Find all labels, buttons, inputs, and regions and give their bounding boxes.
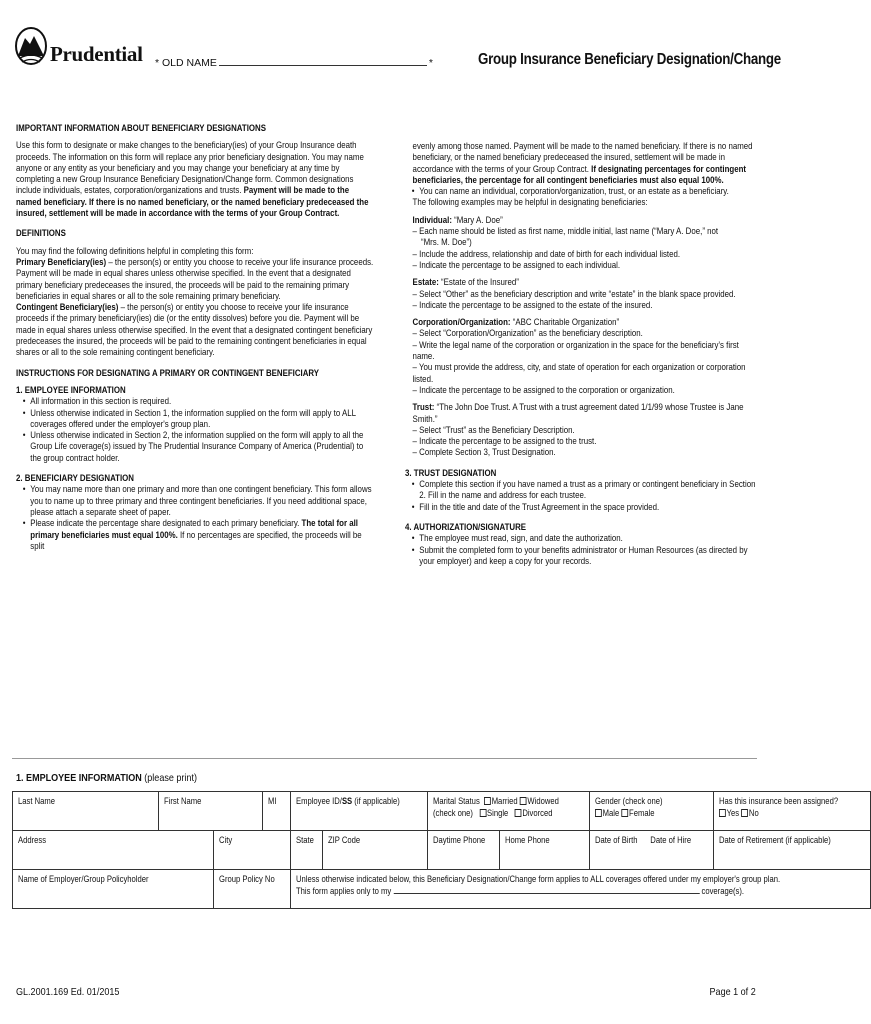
marital-status-field bbox=[427, 792, 589, 831]
trust-designation-heading: 3. TRUST DESIGNATION bbox=[405, 466, 497, 478]
estate-term: Estate: bbox=[412, 276, 439, 288]
assigned-label: Has this insurance been assigned? bbox=[719, 796, 839, 806]
examples-intro: The following examples may be helpful in designating beneficiaries: bbox=[412, 196, 648, 208]
page-title: Group Insurance Beneficiary Designation/Change bbox=[478, 51, 781, 68]
widowed-checkbox[interactable] bbox=[519, 797, 526, 805]
birth-hire-field[interactable] bbox=[590, 831, 714, 870]
right-column bbox=[405, 140, 823, 566]
mi-label: MI bbox=[267, 796, 277, 806]
corporation-line: – Indicate the percentage to be assigned to the corporation or organization. bbox=[412, 383, 675, 395]
primary-definition bbox=[16, 256, 376, 301]
employee-id-note: (if applicable) bbox=[351, 796, 400, 806]
city-field[interactable] bbox=[214, 831, 291, 870]
employee-id-field[interactable] bbox=[290, 792, 427, 831]
contingent-definition bbox=[16, 301, 376, 357]
individual-line: – Each name should be listed as first name, middle initial, last name (“Mary A. Doe,” not bbox=[412, 225, 719, 237]
primary-term: Primary Beneficiary(ies) bbox=[16, 255, 107, 267]
marital-label: Marital Status bbox=[432, 796, 480, 806]
individual-term: Individual: bbox=[412, 213, 452, 225]
brand-name: Prudential bbox=[50, 42, 143, 66]
divorced-checkbox[interactable] bbox=[514, 809, 521, 817]
yes-checkbox[interactable] bbox=[719, 809, 726, 817]
widowed-label: Widowed bbox=[526, 796, 559, 806]
prudential-logo bbox=[14, 26, 144, 72]
first-name-field[interactable] bbox=[159, 792, 263, 831]
individual-value: “Mary A. Doe” bbox=[451, 213, 503, 225]
employee-info-section-title bbox=[16, 772, 197, 784]
trust-line: – Select “Trust” as the Beneficiary Description. bbox=[412, 423, 575, 435]
employee-id-label: Employee ID/SS (if applicable) bbox=[295, 796, 400, 806]
zip-label: ZIP Code bbox=[327, 835, 360, 845]
address-field[interactable] bbox=[13, 831, 214, 870]
coverage-scope-field bbox=[290, 870, 871, 909]
section-title: 1. EMPLOYEE INFORMATION bbox=[16, 772, 142, 784]
ben-bullet-text: If no percentages are specified, the proceeds will be split bbox=[30, 528, 362, 551]
birth-hire-labels bbox=[595, 834, 691, 846]
section-divider bbox=[12, 758, 757, 759]
state-field[interactable] bbox=[290, 831, 322, 870]
corporation-line: – Select “Corporation/Organization” as the beneficiary description. bbox=[412, 327, 643, 339]
auth-bullet: • The employee must read, sign, and date the authorization. bbox=[405, 532, 756, 543]
trust-bullet: • Fill in the title and date of the Trust Agreement in the space provided. bbox=[405, 501, 756, 512]
corporation-line: – You must provide the address, city, and state of operation for each organization or corporation listed. bbox=[412, 361, 746, 384]
policy-number-label: Group Policy No bbox=[219, 874, 275, 884]
retirement-date-field[interactable] bbox=[714, 831, 871, 870]
trust-value: “The John Doe Trust. A Trust with a trust agreement dated 1/1/99 whose Trustee is Jane Smith.” bbox=[412, 401, 744, 424]
assigned-field bbox=[714, 792, 871, 831]
female-checkbox[interactable] bbox=[621, 809, 628, 817]
check-one-label: (check one) bbox=[432, 808, 473, 818]
applies-all-text: Unless otherwise indicated below, this Beneficiary Designation/Change form applies to ALL coverages offered under my employer's group plan. bbox=[295, 874, 780, 884]
contingent-term: Contingent Beneficiary(ies) bbox=[16, 301, 119, 313]
old-name-field bbox=[155, 56, 433, 69]
old-name-label: * OLD NAME bbox=[155, 57, 217, 69]
gender-label: Gender (check one) bbox=[595, 796, 663, 806]
dob-label: Date of Birth bbox=[595, 835, 638, 845]
trust-term: Trust: bbox=[412, 401, 435, 413]
employee-id-text: Employee ID bbox=[295, 796, 340, 806]
city-label: City bbox=[219, 835, 233, 845]
important-paragraph bbox=[16, 139, 376, 218]
important-bold: Payment will be made to the named beneficiary. If there is no named beneficiary, or the named beneficiary predeceased the insured, settlement will be made in accordance with the terms of your Group Contract. bbox=[16, 184, 369, 219]
continuation-paragraph bbox=[405, 140, 756, 185]
home-phone-field[interactable] bbox=[500, 831, 590, 870]
name-bullet: • You can name an individual, corporation/organization, trust, or an estate as a beneficiary. bbox=[405, 185, 756, 196]
mi-field[interactable] bbox=[262, 792, 290, 831]
marital-status-group bbox=[433, 795, 562, 819]
divorced-label: Divorced bbox=[521, 808, 553, 818]
corporation-term: Corporation/Organization: bbox=[412, 316, 511, 328]
important-heading: IMPORTANT INFORMATION ABOUT BENEFICIARY DESIGNATIONS bbox=[16, 122, 266, 133]
emp-bullet: • All information in this section is required. bbox=[16, 395, 376, 406]
policy-number-field[interactable] bbox=[214, 870, 291, 909]
trust-line: – Complete Section 3, Trust Designation. bbox=[412, 446, 556, 458]
employee-info-heading: 1. EMPLOYEE INFORMATION bbox=[16, 383, 126, 395]
doh-label: Date of Hire bbox=[650, 835, 692, 845]
individual-line: – Include the address, relationship and date of birth for each individual listed. bbox=[412, 247, 681, 259]
married-label: Married bbox=[491, 796, 518, 806]
ben-bullet: • You may name more than one primary and more than one contingent beneficiary. This form allows you to name up to three primary and three contingent beneficiaries. If you need additional space, please attach a separate sheet of paper. bbox=[16, 483, 376, 517]
male-label: Male bbox=[602, 808, 620, 818]
left-column bbox=[16, 122, 444, 551]
coverage-scope-text bbox=[296, 873, 780, 897]
no-label: No bbox=[749, 808, 759, 818]
gender-group bbox=[595, 795, 691, 819]
no-checkbox[interactable] bbox=[741, 809, 748, 817]
form-number: GL.2001.169 Ed. 01/2015 bbox=[16, 986, 120, 998]
yes-label: Yes bbox=[726, 808, 740, 818]
individual-line: – Indicate the percentage to be assigned to each individual. bbox=[412, 258, 621, 270]
applies-only-text: This form applies only to my bbox=[295, 886, 391, 896]
ben-bullet bbox=[16, 517, 376, 551]
contingent-body: – the person(s) or entity you choose to receive your life insurance proceeds if the primary beneficiary(ies) die (or the entity dissolves) before you die. Payment will be made in equal shares unless otherwise specified. In the event that a designated contingent beneficiary predeceases the insured, the proceeds will be paid to the remaining contingent beneficiaries in equal shares or all to the sole remaining contingent beneficiary. bbox=[16, 301, 373, 358]
trust-bullet: • Complete this section if you have named a trust as a primary or contingent beneficiary in Section 2. Fill in the name and address for each trustee. bbox=[405, 478, 756, 501]
individual-line: “Mrs. M. Doe”) bbox=[420, 236, 472, 248]
instructions-heading: INSTRUCTIONS FOR DESIGNATING A PRIMARY OR CONTINGENT BENEFICIARY bbox=[16, 366, 320, 378]
beneficiary-heading: 2. BENEFICIARY DESIGNATION bbox=[16, 472, 134, 484]
trust-example bbox=[405, 401, 756, 424]
female-label: Female bbox=[629, 808, 655, 818]
rock-icon bbox=[14, 26, 48, 66]
old-name-line[interactable] bbox=[219, 56, 427, 66]
ben-bullet-bold: The total for all primary beneficiaries must equal 100%. bbox=[30, 517, 358, 540]
last-name-label: Last Name bbox=[18, 796, 56, 806]
trust-line: – Indicate the percentage to be assigned to the trust. bbox=[412, 435, 597, 447]
coverage-suffix: coverage(s). bbox=[701, 886, 744, 896]
definitions-intro: You may find the following definitions helpful in completing this form: bbox=[16, 244, 254, 256]
home-phone-label: Home Phone bbox=[505, 835, 550, 845]
corporation-line: – Write the legal name of the corporation or organization in the space for the beneficiary’s first name. bbox=[412, 338, 739, 362]
employer-field[interactable] bbox=[13, 870, 214, 909]
last-name-field[interactable] bbox=[13, 792, 159, 831]
ben-bullet-text: Please indicate the percentage share designated to each primary beneficiary. bbox=[30, 517, 302, 529]
single-label: Single bbox=[486, 808, 508, 818]
page-number: Page 1 of 2 bbox=[709, 986, 756, 998]
employer-label: Name of Employer/Group Policyholder bbox=[18, 874, 149, 884]
estate-line: – Select “Other” as the beneficiary description and write “estate” in the blank space provided. bbox=[412, 287, 736, 299]
authorization-heading: 4. AUTHORIZATION/SIGNATURE bbox=[405, 520, 527, 532]
corporation-example bbox=[405, 316, 756, 327]
primary-body: – the person(s) or entity you choose to receive your life insurance proceeds. Payment will be made in equal shares unless otherwise specified. In the event that a designated primary beneficiary predeceases the insured, the proceeds will be paid to the remaining primary beneficiaries in equal shares or all to the sole remaining primary beneficiary. bbox=[16, 255, 374, 301]
emp-bullet: • Unless otherwise indicated in Section 2, the information supplied on the form will apply to all the Group Life coverage(s) issued by The Prudential Insurance Company of America (Prudential) to the group contract holder. bbox=[16, 429, 376, 463]
single-checkbox[interactable] bbox=[479, 809, 486, 817]
old-name-suffix: * bbox=[428, 57, 433, 69]
estate-value: “Estate of the Insured” bbox=[438, 276, 519, 288]
ss-text: SS bbox=[341, 796, 352, 806]
married-checkbox[interactable] bbox=[484, 797, 491, 805]
section-note: (please print) bbox=[141, 772, 197, 784]
estate-example bbox=[405, 276, 756, 287]
auth-bullet: • Submit the completed form to your benefits administrator or Human Resources (as directed by your employer) and keep a copy for your records. bbox=[405, 544, 756, 567]
important-body: Use this form to designate or make changes to the beneficiary(ies) of your Group Insurance death proceeds. The information on this form will replace any prior beneficiary designation. You may name anyone or any entity as your beneficiary and you may change your beneficiary at any time by completing a new Group Insurance Beneficiary Designation/Change form. Common designations include individuals, estates, corporation/organizations and trusts. bbox=[16, 139, 364, 196]
address-label: Address bbox=[18, 835, 47, 845]
male-checkbox[interactable] bbox=[595, 809, 602, 817]
state-label: State bbox=[295, 835, 314, 845]
employee-info-table bbox=[12, 791, 871, 909]
zip-field[interactable] bbox=[322, 831, 427, 870]
definitions-heading: DEFINITIONS bbox=[16, 227, 66, 239]
corporation-value: “ABC Charitable Organization” bbox=[510, 316, 620, 328]
estate-line: – Indicate the percentage to be assigned to the estate of the insured. bbox=[412, 298, 653, 310]
daytime-phone-label: Daytime Phone bbox=[432, 835, 485, 845]
continuation-text: evenly among those named. Payment will be made to the named beneficiary. If there is no named beneficiary, or the named beneficiary predeceased the insured, settlement will be made in accordance with the terms of your Group Contract. bbox=[412, 140, 753, 174]
daytime-phone-field[interactable] bbox=[427, 831, 500, 870]
assigned-group bbox=[719, 795, 843, 819]
individual-example bbox=[405, 214, 756, 225]
coverage-input[interactable] bbox=[393, 885, 699, 894]
gender-field bbox=[590, 792, 714, 831]
emp-bullet: • Unless otherwise indicated in Section 1, the information supplied on the form will apply to ALL coverages offered under the employer's group plan. bbox=[16, 407, 376, 430]
first-name-label: First Name bbox=[164, 796, 202, 806]
continuation-bold: If designating percentages for contingent beneficiaries, the percentage for all contingent beneficiaries must also equal 100%. bbox=[412, 162, 747, 185]
retirement-label: Date of Retirement (if applicable) bbox=[719, 835, 831, 845]
